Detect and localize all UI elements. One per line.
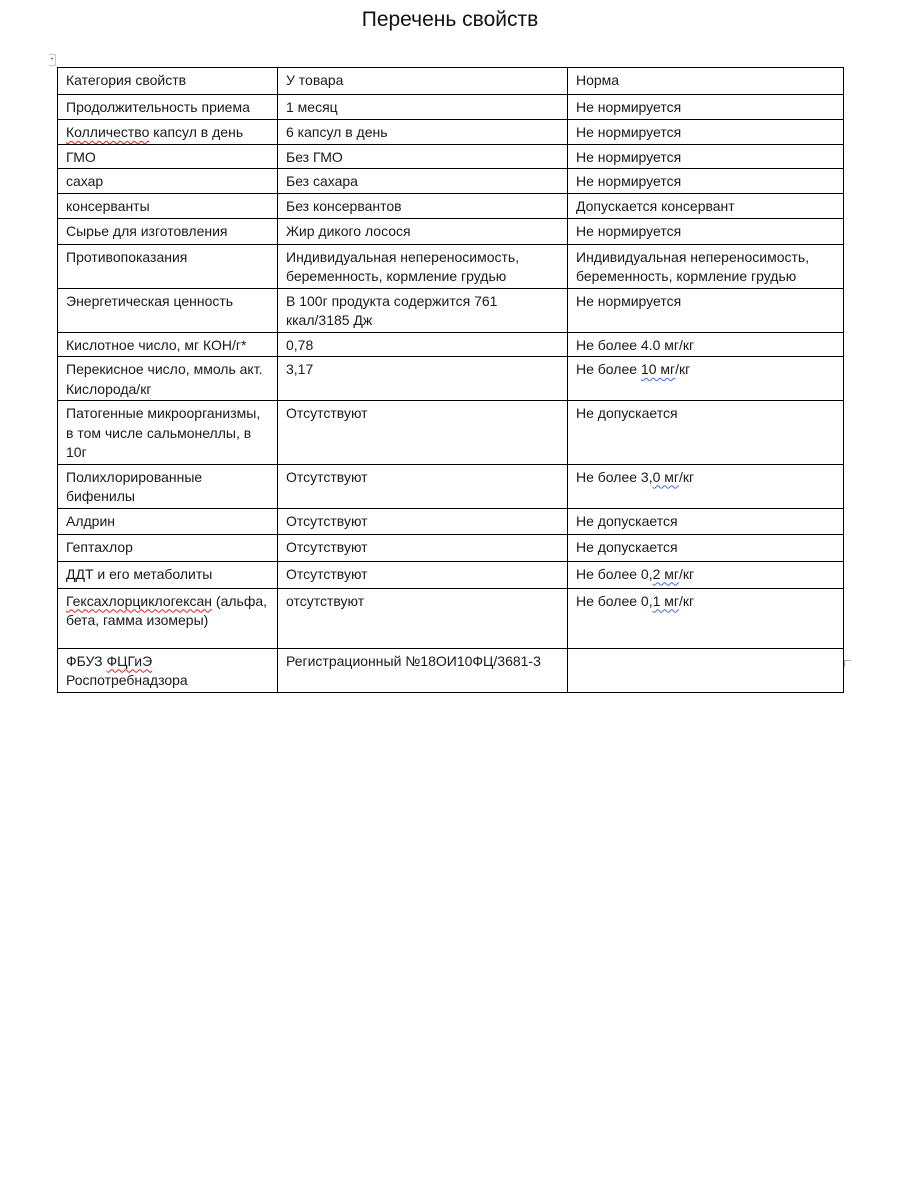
cell-norm[interactable]: Не нормируется (568, 288, 844, 332)
cell-category[interactable]: сахар (58, 169, 278, 194)
cell-product[interactable]: Отсутствуют (278, 534, 568, 561)
cell-category[interactable]: Энергетическая ценность (58, 288, 278, 332)
cell-category[interactable]: Патогенные микроорганизмы, в том числе сальмонеллы, в 10г (58, 401, 278, 465)
cell-product[interactable]: 1 месяц (278, 95, 568, 120)
cell-norm[interactable]: Не допускается (568, 401, 844, 465)
grammar-flag-mark[interactable]: 2 мг (652, 565, 680, 582)
cell-category[interactable]: Полихлорированные бифенилы (58, 464, 278, 508)
cell-product[interactable]: Без ГМО (278, 144, 568, 169)
cell-norm[interactable]: Не более 3,0 мг/кг (568, 464, 844, 508)
cell-category[interactable]: Кислотное число, мг КОН/г* (58, 332, 278, 357)
header-norm[interactable]: Норма (568, 68, 844, 95)
table-row (58, 218, 844, 244)
cell-category[interactable]: Гексахлорциклогексан (альфа, бета, гамма изомеры) (58, 588, 278, 648)
table-row (58, 288, 844, 332)
cell-product[interactable]: 3,17 (278, 357, 568, 401)
cell-category[interactable]: ДДТ и его метаболиты (58, 561, 278, 588)
cell-norm[interactable]: Не нормируется (568, 218, 844, 244)
cell-product[interactable]: Без консервантов (278, 193, 568, 218)
spelling-error-mark[interactable]: Гексахлорциклогексан (66, 592, 213, 609)
cell-product[interactable]: Без сахара (278, 169, 568, 194)
table-row (58, 464, 844, 508)
cell-norm[interactable]: Не более 0,1 мг/кг (568, 588, 844, 648)
grammar-flag-mark[interactable]: 0 мг (652, 468, 680, 485)
cell-product[interactable]: В 100г продукта содержится 761 ккал/3185 Дж (278, 288, 568, 332)
table-resize-handle[interactable] (844, 660, 851, 667)
cell-norm[interactable]: Не допускается (568, 534, 844, 561)
table-row (58, 144, 844, 169)
table-row (58, 588, 844, 648)
cell-norm[interactable]: Не более 0,2 мг/кг (568, 561, 844, 588)
cell-category[interactable]: Перекисное число, ммоль акт. Кислорода/кг (58, 357, 278, 401)
cell-category[interactable]: Колличество капсул в день (58, 120, 278, 145)
cell-product[interactable]: Отсутствуют (278, 508, 568, 534)
cell-category[interactable]: Сырье для изготовления (58, 218, 278, 244)
table-row (58, 193, 844, 218)
cell-norm[interactable]: Не нормируется (568, 169, 844, 194)
document-title: Перечень свойств (361, 8, 539, 31)
cell-norm[interactable] (568, 648, 844, 692)
cell-category[interactable]: Продолжительность приема (58, 95, 278, 120)
table-row (58, 534, 844, 561)
spelling-error-mark[interactable]: ФЦГиЭ (106, 652, 153, 669)
cell-product[interactable]: Отсутствуют (278, 401, 568, 465)
cell-category[interactable]: ГМО (58, 144, 278, 169)
cell-product[interactable]: 0,78 (278, 332, 568, 357)
cell-category[interactable]: Гептахлор (58, 534, 278, 561)
table-row (58, 332, 844, 357)
table-row (58, 95, 844, 120)
cell-product[interactable]: 6 капсул в день (278, 120, 568, 145)
header-product[interactable]: У товара (278, 68, 568, 95)
cell-category[interactable]: Противопоказания (58, 244, 278, 288)
table-row (58, 244, 844, 288)
cell-product[interactable]: Отсутствуют (278, 561, 568, 588)
cell-product[interactable]: Регистрационный №18ОИ10ФЦ/3681-3 (278, 648, 568, 692)
cell-norm[interactable]: Не более 10 мг/кг (568, 357, 844, 401)
cell-product[interactable]: Индивидуальная непереносимость, беременность, кормление грудью (278, 244, 568, 288)
table-row (58, 357, 844, 401)
cell-norm[interactable]: Не нормируется (568, 95, 844, 120)
header-category[interactable]: Категория свойств (58, 68, 278, 95)
cell-norm[interactable]: Допускается консервант (568, 193, 844, 218)
cell-category[interactable]: консерванты (58, 193, 278, 218)
spelling-error-mark[interactable]: Колличество (66, 124, 150, 140)
cell-norm[interactable]: Не нормируется (568, 144, 844, 169)
table-move-handle-icon[interactable]: + (49, 54, 56, 66)
table-row (58, 401, 844, 465)
cell-norm[interactable]: Индивидуальная непереносимость, беременность, кормление грудью (568, 244, 844, 288)
cell-product[interactable]: Жир дикого лосося (278, 218, 568, 244)
cell-norm[interactable]: Не допускается (568, 508, 844, 534)
grammar-flag-mark[interactable]: 10 мг (640, 361, 676, 377)
cell-category[interactable]: ФБУЗ ФЦГиЭ Роспотребнадзора (58, 648, 278, 692)
table-row (58, 169, 844, 194)
table-row (58, 648, 844, 692)
grammar-flag-mark[interactable]: 1 мг (652, 592, 680, 609)
cell-norm[interactable]: Не более 4.0 мг/кг (568, 332, 844, 357)
table-row (58, 120, 844, 145)
properties-table (57, 67, 844, 693)
cell-product[interactable]: Отсутствуют (278, 464, 568, 508)
table-header-row (58, 68, 844, 95)
table-row (58, 561, 844, 588)
cell-category[interactable]: Алдрин (58, 508, 278, 534)
cell-product[interactable]: отсутствуют (278, 588, 568, 648)
table-row (58, 508, 844, 534)
cell-norm[interactable]: Не нормируется (568, 120, 844, 145)
